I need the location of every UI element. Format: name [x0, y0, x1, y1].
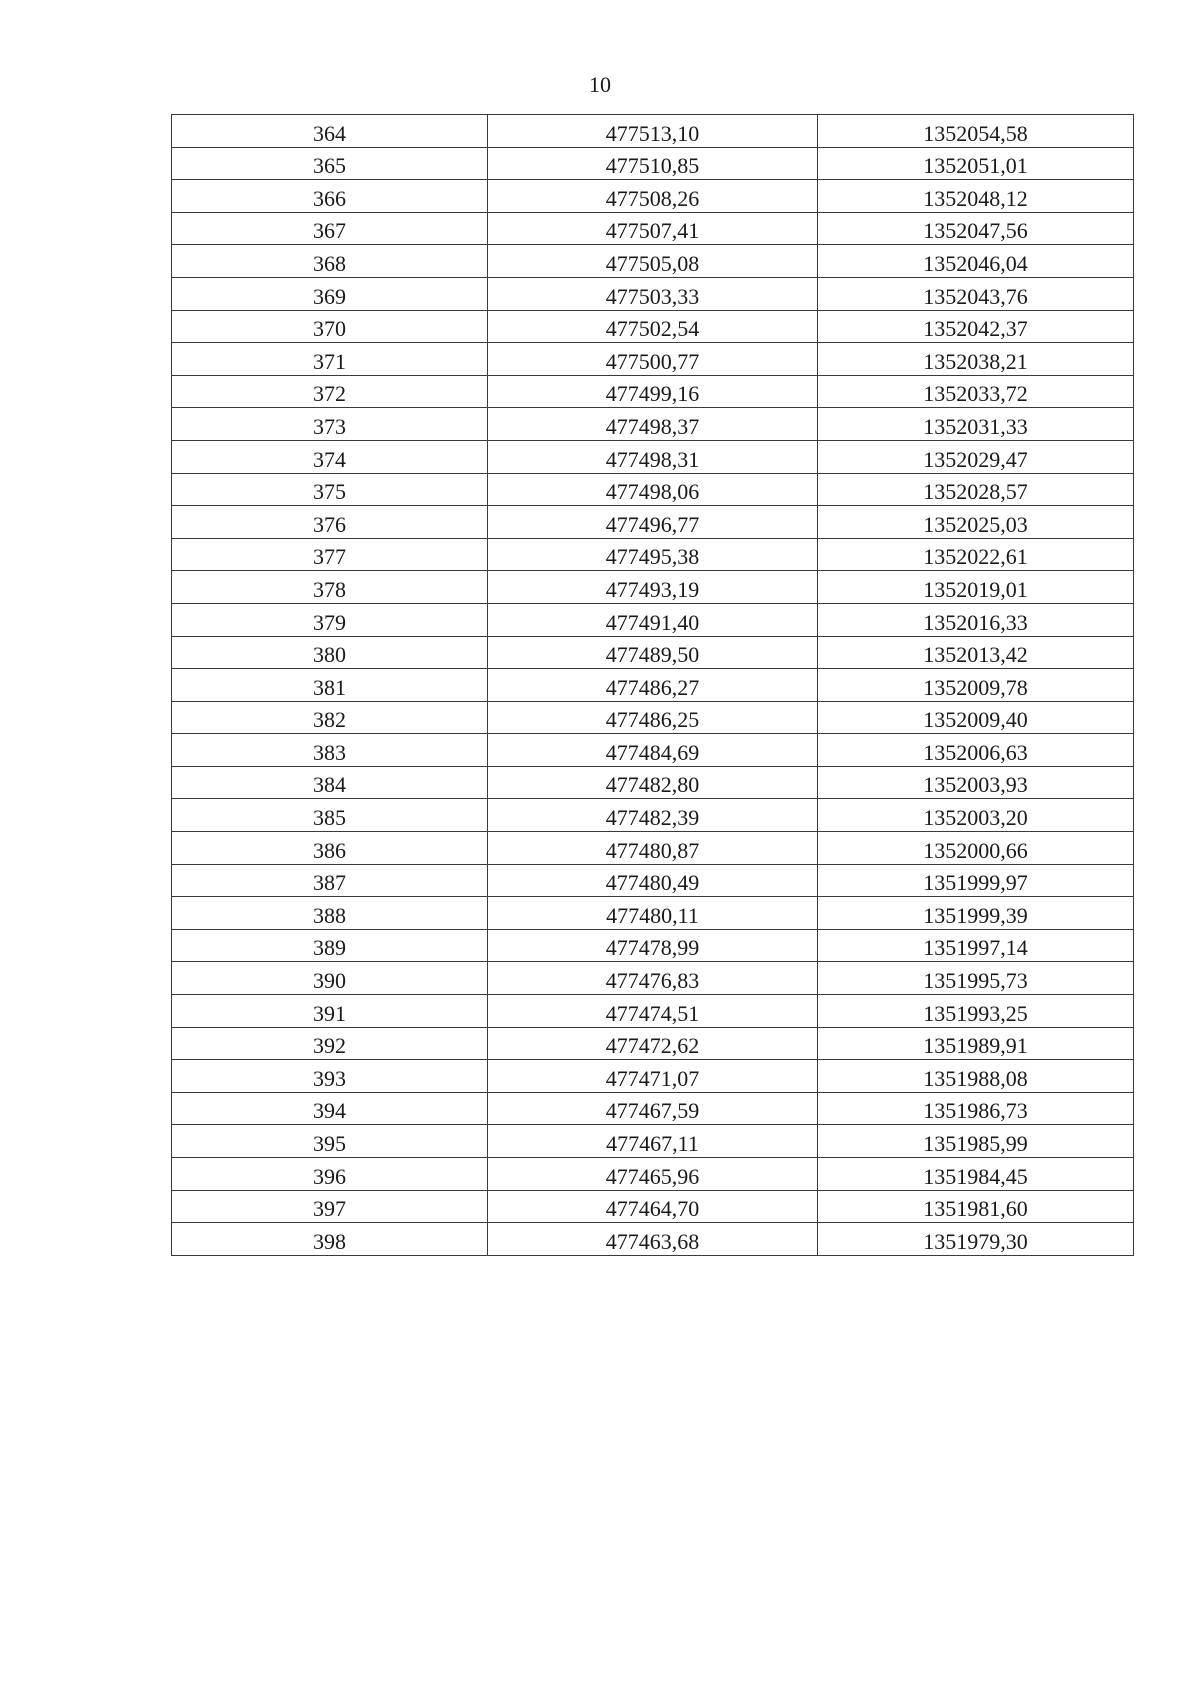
point-number-cell: 388 — [172, 897, 488, 930]
point-number-cell: 393 — [172, 1060, 488, 1093]
x-coordinate-cell: 477480,49 — [488, 864, 818, 897]
table-row — [172, 1125, 1134, 1158]
y-coordinate-cell: 1351988,08 — [818, 1060, 1134, 1093]
point-number-cell: 386 — [172, 832, 488, 865]
table-row — [172, 343, 1134, 376]
table-row — [172, 734, 1134, 767]
x-coordinate-cell: 477505,08 — [488, 245, 818, 278]
y-coordinate-cell: 1352000,66 — [818, 832, 1134, 865]
table-row — [172, 180, 1134, 213]
x-coordinate-cell: 477464,70 — [488, 1190, 818, 1223]
x-coordinate-cell: 477500,77 — [488, 343, 818, 376]
x-coordinate-cell: 477463,68 — [488, 1223, 818, 1256]
y-coordinate-cell: 1351995,73 — [818, 962, 1134, 995]
y-coordinate-cell: 1352042,37 — [818, 310, 1134, 343]
point-number-cell: 390 — [172, 962, 488, 995]
x-coordinate-cell: 477502,54 — [488, 310, 818, 343]
x-coordinate-cell: 477486,25 — [488, 701, 818, 734]
point-number-cell: 392 — [172, 1027, 488, 1060]
y-coordinate-cell: 1352031,33 — [818, 408, 1134, 441]
x-coordinate-cell: 477495,38 — [488, 538, 818, 571]
y-coordinate-cell: 1351984,45 — [818, 1158, 1134, 1191]
x-coordinate-cell: 477498,31 — [488, 440, 818, 473]
x-coordinate-cell: 477474,51 — [488, 995, 818, 1028]
point-number-cell: 365 — [172, 147, 488, 180]
table-row — [172, 897, 1134, 930]
table-row — [172, 310, 1134, 343]
y-coordinate-cell: 1352033,72 — [818, 375, 1134, 408]
point-number-cell: 380 — [172, 636, 488, 669]
point-number-cell: 382 — [172, 701, 488, 734]
y-coordinate-cell: 1352043,76 — [818, 277, 1134, 310]
x-coordinate-cell: 477491,40 — [488, 603, 818, 636]
x-coordinate-cell: 477499,16 — [488, 375, 818, 408]
x-coordinate-cell: 477507,41 — [488, 212, 818, 245]
table-row — [172, 636, 1134, 669]
point-number-cell: 376 — [172, 506, 488, 539]
point-number-cell: 391 — [172, 995, 488, 1028]
point-number-cell: 367 — [172, 212, 488, 245]
coordinates-table — [171, 114, 1134, 1256]
point-number-cell: 381 — [172, 669, 488, 702]
table-row — [172, 538, 1134, 571]
coordinates-table-body — [172, 115, 1134, 1256]
point-number-cell: 368 — [172, 245, 488, 278]
y-coordinate-cell: 1352046,04 — [818, 245, 1134, 278]
y-coordinate-cell: 1352048,12 — [818, 180, 1134, 213]
table-row — [172, 799, 1134, 832]
x-coordinate-cell: 477478,99 — [488, 929, 818, 962]
table-row — [172, 473, 1134, 506]
point-number-cell: 366 — [172, 180, 488, 213]
x-coordinate-cell: 477467,11 — [488, 1125, 818, 1158]
point-number-cell: 364 — [172, 115, 488, 148]
table-row — [172, 277, 1134, 310]
x-coordinate-cell: 477489,50 — [488, 636, 818, 669]
table-row — [172, 115, 1134, 148]
x-coordinate-cell: 477482,39 — [488, 799, 818, 832]
y-coordinate-cell: 1352051,01 — [818, 147, 1134, 180]
table-row — [172, 1158, 1134, 1191]
y-coordinate-cell: 1352029,47 — [818, 440, 1134, 473]
table-row — [172, 408, 1134, 441]
table-row — [172, 375, 1134, 408]
table-row — [172, 245, 1134, 278]
table-row — [172, 701, 1134, 734]
point-number-cell: 375 — [172, 473, 488, 506]
y-coordinate-cell: 1352003,93 — [818, 766, 1134, 799]
table-row — [172, 603, 1134, 636]
x-coordinate-cell: 477486,27 — [488, 669, 818, 702]
point-number-cell: 372 — [172, 375, 488, 408]
x-coordinate-cell: 477496,77 — [488, 506, 818, 539]
x-coordinate-cell: 477465,96 — [488, 1158, 818, 1191]
point-number-cell: 398 — [172, 1223, 488, 1256]
point-number-cell: 395 — [172, 1125, 488, 1158]
y-coordinate-cell: 1352022,61 — [818, 538, 1134, 571]
y-coordinate-cell: 1352038,21 — [818, 343, 1134, 376]
table-row — [172, 832, 1134, 865]
y-coordinate-cell: 1351979,30 — [818, 1223, 1134, 1256]
y-coordinate-cell: 1352016,33 — [818, 603, 1134, 636]
y-coordinate-cell: 1352054,58 — [818, 115, 1134, 148]
x-coordinate-cell: 477471,07 — [488, 1060, 818, 1093]
x-coordinate-cell: 477480,11 — [488, 897, 818, 930]
point-number-cell: 379 — [172, 603, 488, 636]
page-number: 10 — [589, 72, 611, 97]
table-row — [172, 929, 1134, 962]
y-coordinate-cell: 1351989,91 — [818, 1027, 1134, 1060]
x-coordinate-cell: 477493,19 — [488, 571, 818, 604]
table-row — [172, 1190, 1134, 1223]
point-number-cell: 374 — [172, 440, 488, 473]
table-row — [172, 1223, 1134, 1256]
x-coordinate-cell: 477513,10 — [488, 115, 818, 148]
point-number-cell: 369 — [172, 277, 488, 310]
x-coordinate-cell: 477476,83 — [488, 962, 818, 995]
x-coordinate-cell: 477467,59 — [488, 1092, 818, 1125]
table-row — [172, 766, 1134, 799]
point-number-cell: 378 — [172, 571, 488, 604]
x-coordinate-cell: 477498,37 — [488, 408, 818, 441]
table-row — [172, 1092, 1134, 1125]
table-row — [172, 995, 1134, 1028]
point-number-cell: 373 — [172, 408, 488, 441]
x-coordinate-cell: 477484,69 — [488, 734, 818, 767]
point-number-cell: 384 — [172, 766, 488, 799]
table-row — [172, 1027, 1134, 1060]
table-row — [172, 669, 1134, 702]
point-number-cell: 387 — [172, 864, 488, 897]
y-coordinate-cell: 1352009,40 — [818, 701, 1134, 734]
x-coordinate-cell: 477508,26 — [488, 180, 818, 213]
y-coordinate-cell: 1352025,03 — [818, 506, 1134, 539]
y-coordinate-cell: 1352003,20 — [818, 799, 1134, 832]
point-number-cell: 396 — [172, 1158, 488, 1191]
y-coordinate-cell: 1352019,01 — [818, 571, 1134, 604]
point-number-cell: 389 — [172, 929, 488, 962]
table-row — [172, 212, 1134, 245]
table-row — [172, 1060, 1134, 1093]
y-coordinate-cell: 1351985,99 — [818, 1125, 1134, 1158]
y-coordinate-cell: 1352006,63 — [818, 734, 1134, 767]
x-coordinate-cell: 477482,80 — [488, 766, 818, 799]
x-coordinate-cell: 477498,06 — [488, 473, 818, 506]
x-coordinate-cell: 477510,85 — [488, 147, 818, 180]
point-number-cell: 371 — [172, 343, 488, 376]
y-coordinate-cell: 1352009,78 — [818, 669, 1134, 702]
y-coordinate-cell: 1351999,39 — [818, 897, 1134, 930]
point-number-cell: 377 — [172, 538, 488, 571]
x-coordinate-cell: 477472,62 — [488, 1027, 818, 1060]
table-row — [172, 864, 1134, 897]
y-coordinate-cell: 1352028,57 — [818, 473, 1134, 506]
table-row — [172, 147, 1134, 180]
table-row — [172, 440, 1134, 473]
y-coordinate-cell: 1352013,42 — [818, 636, 1134, 669]
point-number-cell: 394 — [172, 1092, 488, 1125]
y-coordinate-cell: 1352047,56 — [818, 212, 1134, 245]
table-row — [172, 571, 1134, 604]
point-number-cell: 397 — [172, 1190, 488, 1223]
point-number-cell: 383 — [172, 734, 488, 767]
x-coordinate-cell: 477503,33 — [488, 277, 818, 310]
y-coordinate-cell: 1351981,60 — [818, 1190, 1134, 1223]
point-number-cell: 385 — [172, 799, 488, 832]
table-row — [172, 506, 1134, 539]
y-coordinate-cell: 1351993,25 — [818, 995, 1134, 1028]
y-coordinate-cell: 1351997,14 — [818, 929, 1134, 962]
point-number-cell: 370 — [172, 310, 488, 343]
y-coordinate-cell: 1351986,73 — [818, 1092, 1134, 1125]
table-row — [172, 962, 1134, 995]
y-coordinate-cell: 1351999,97 — [818, 864, 1134, 897]
x-coordinate-cell: 477480,87 — [488, 832, 818, 865]
